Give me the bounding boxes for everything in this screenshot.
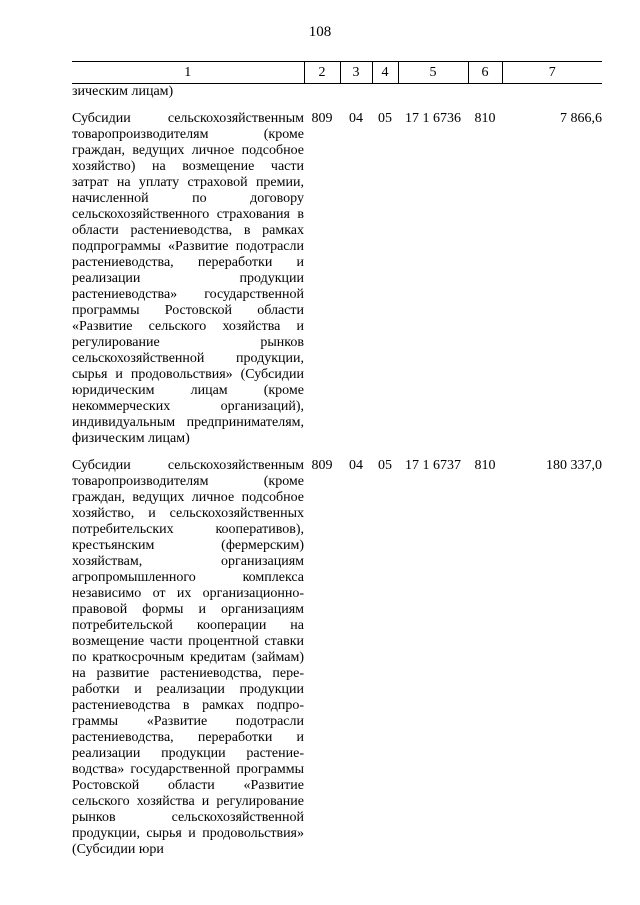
row-expense-type-code: 810 — [474, 111, 496, 126]
column-header-1: 1 — [72, 62, 304, 84]
spacer-cell — [72, 447, 602, 458]
header-row — [72, 62, 602, 84]
row-subsection-code: 05 — [378, 111, 392, 126]
column-header-7: 7 — [502, 62, 602, 84]
table-header — [72, 62, 602, 84]
row-description: Субсидии сельскохозяйственным товаропроизводителям (кроме граждан, ведущих личное подсобное хозяйство) на возмещение части затрат на уплату страховой премии, начисленной по договору сельскохозяйственного страхования в области растениеводства, в рамках подпрограммы «Развитие подотрасли растениеводства, переработки и реализации продукции растениеводства» государственной программы Ростовской области «Развитие сельского хозяйства и регулирование рынков сельскохозяйственной продукции, сырья и продовольствия» (Субсидии юридическим лицам (кроме некоммерческих организаций), индивидуальным предпринимателям, физическим лицам) — [72, 111, 304, 446]
spacer-cell — [72, 100, 602, 111]
row-subsection-code: 05 — [378, 458, 392, 473]
row-amount: 180 337,0 — [546, 458, 602, 473]
page-number: 108 — [308, 24, 332, 40]
column-header-4: 4 — [372, 62, 398, 84]
table-body — [72, 84, 602, 859]
table-row — [72, 111, 602, 447]
row-spacer — [72, 447, 602, 458]
column-header-5: 5 — [398, 62, 468, 84]
table-row — [72, 458, 602, 858]
column-header-6: 6 — [468, 62, 502, 84]
row-section-code: 04 — [349, 458, 363, 473]
row-target-code: 17 1 6737 — [405, 458, 461, 473]
row-spacer — [72, 100, 602, 111]
row-amount: 7 866,6 — [560, 111, 602, 126]
continuation-row — [72, 84, 602, 101]
continuation-text: зическим лицам) — [72, 84, 174, 99]
row-target-code: 17 1 6736 — [405, 111, 461, 126]
row-description: Субсидии сельскохозяйственным товаропроизводителям (кроме граждан, ведущих личное подсобное хозяйство, и сельскохозяйственных потребительских кооперативов), крестьянским (фермерским) хозяйствам, организациям агропромышленного комплекса независимо от их организационно-правовой формы и организациям потребительской кооперации на возмещение части процентной ставки по краткосрочным кредитам (займам) на развитие растениеводства, переработки и реализации продукции растениеводства в рамках подпрограммы «Развитие подотрасли растениеводства, переработки и реализации продукции растениеводства» государственной программы Ростовской области «Развитие сельского хозяйства и регулирование рынков сельскохозяйственной продукции, сырья и продовольствия» (Субсидии юри — [72, 458, 304, 857]
column-header-2: 2 — [304, 62, 340, 84]
budget-table — [72, 61, 602, 858]
row-ministry-code: 809 — [311, 458, 333, 473]
row-section-code: 04 — [349, 111, 363, 126]
row-expense-type-code: 810 — [474, 458, 496, 473]
row-ministry-code: 809 — [311, 111, 333, 126]
column-header-3: 3 — [340, 62, 372, 84]
